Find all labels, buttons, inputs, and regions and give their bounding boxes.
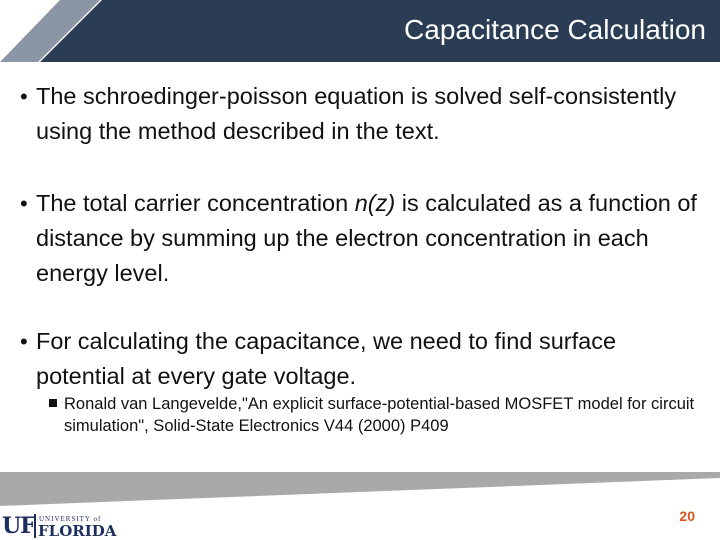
bullet-dot: •	[20, 191, 28, 216]
slide-title: Capacitance Calculation	[404, 14, 706, 45]
sub-bullet-square	[49, 399, 57, 407]
uf-logo	[2, 513, 117, 540]
bullet-dot: •	[20, 329, 28, 354]
bullet-item	[20, 324, 706, 394]
bullet-item	[20, 186, 706, 291]
sub-bullet-item	[64, 393, 704, 437]
bullet-text: The total carrier concentration	[36, 190, 355, 216]
footer-gray-wedge	[0, 472, 720, 506]
uf-logo-florida: FLORIDA	[38, 522, 117, 540]
title-bar	[0, 0, 720, 62]
uf-logo-wordmark	[34, 514, 117, 540]
bullet-item	[20, 79, 706, 149]
bullet-italic-term: n(z)	[354, 190, 396, 216]
bullet-text: The schroedinger-poisson equation is solved self-consistently using the method described in the text.	[36, 83, 677, 144]
page-number: 20	[679, 508, 695, 524]
uf-logo-university: UNIVERSITY of	[39, 515, 102, 523]
sub-bullet-text: Ronald van Langevelde,"An explicit surface-potential-based MOSFET model for circuit simulation", Solid-State Electronics V44 (2000) P409	[64, 395, 695, 435]
uf-logo-mark: UF	[2, 513, 35, 539]
bullet-dot: •	[20, 84, 28, 109]
bullet-text: is calculated as a function of distance by summing up the electron concentration in each energy level.	[36, 190, 697, 286]
bullet-text: For calculating the capacitance, we need to find surface potential at every gate voltage.	[36, 328, 617, 389]
